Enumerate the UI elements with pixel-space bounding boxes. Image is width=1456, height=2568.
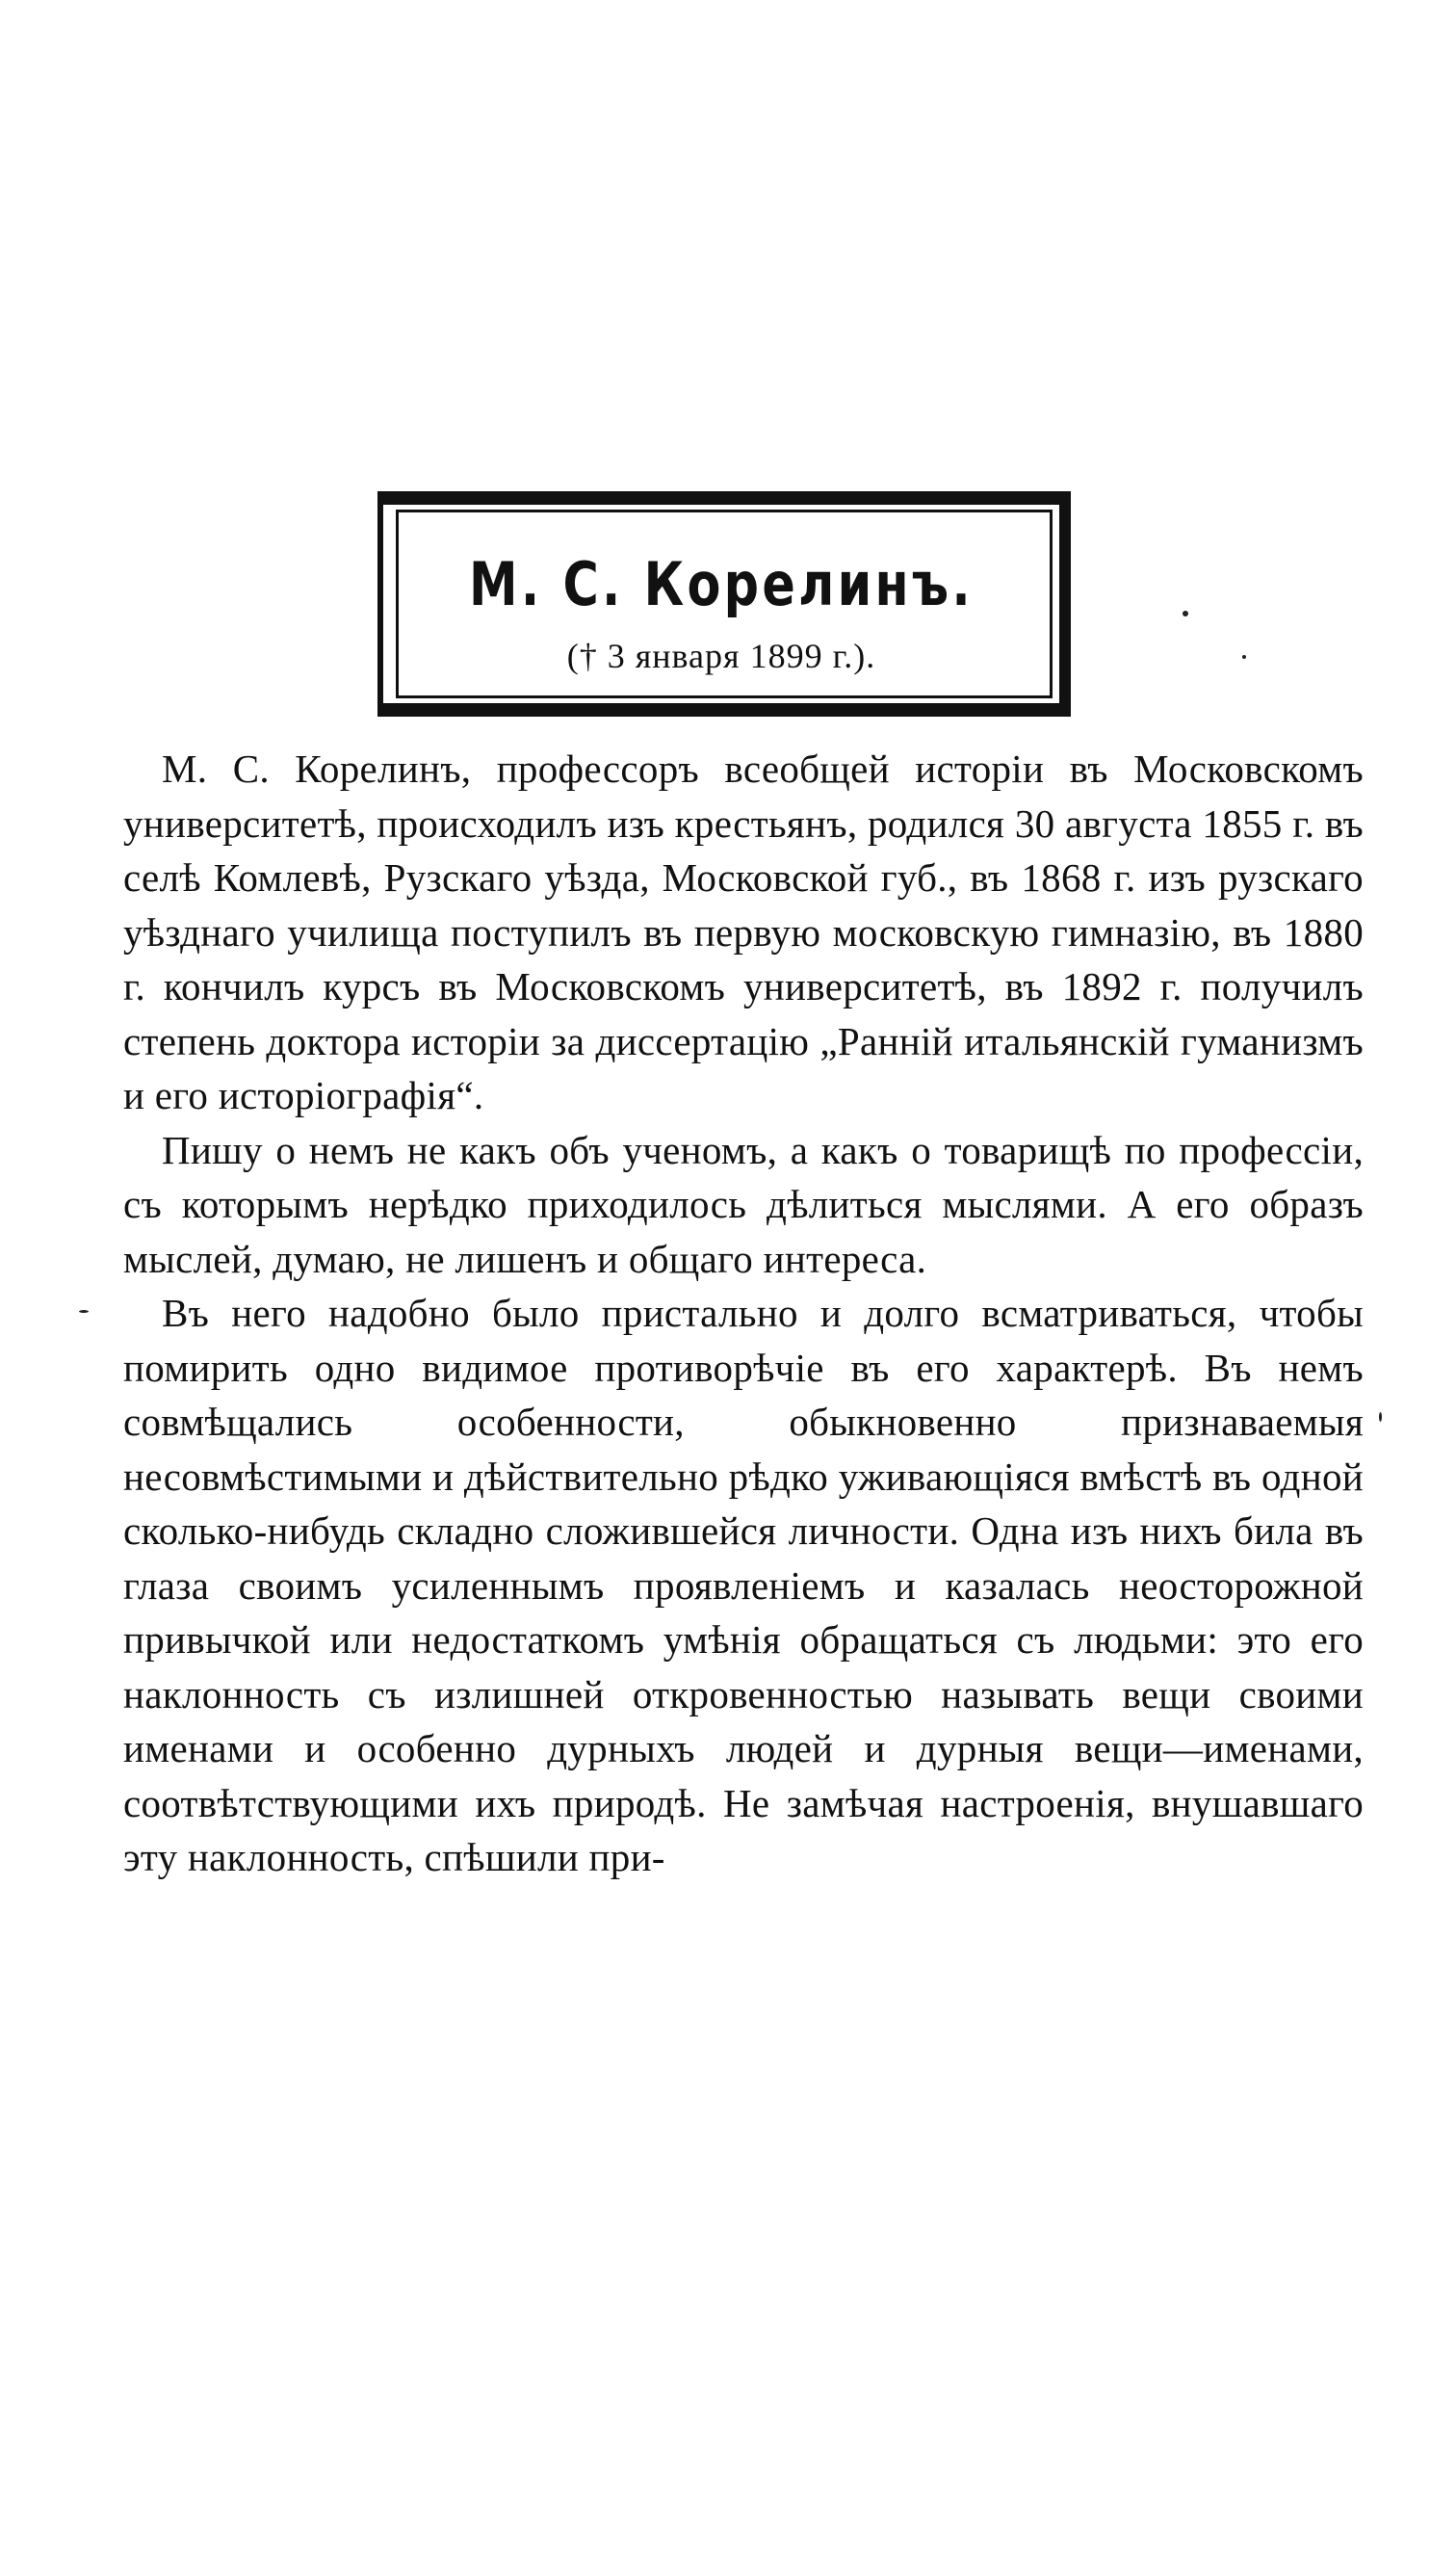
scan-speck [1379, 1412, 1382, 1422]
page-title: М. С. Корелинъ. [468, 549, 974, 619]
article-body [123, 742, 1364, 1885]
paragraph-biography: М. С. Корелинъ, профессоръ всеобщей исторіи въ Московскомъ университетѣ, происходилъ изъ крестьянъ, родился 30 августа 1855 г. въ селѣ Комлевѣ, Рузскаго уѣзда, Московской губ., въ 1868 г. изъ рузскаго уѣзднаго училища поступилъ въ первую московскую гимназію, въ 1880 г. кончилъ курсъ въ Московскомъ университетѣ, въ 1892 г. получилъ степень доктора исторіи за диссертацію „Ранній итальянскій гуманизмъ и его исторіографія“. [123, 747, 1364, 1117]
title-box [401, 522, 1042, 686]
paragraph-colleague: Пишу о немъ не какъ объ ученомъ, а какъ о товарищѣ по профессіи, съ которымъ нерѣдко приходилось дѣлиться мыслями. А его образъ мыслей, думаю, не лишенъ и общаго интереса. [123, 1127, 1364, 1281]
scan-speck [1183, 611, 1188, 616]
scan-speck [1242, 655, 1246, 659]
title-frame [377, 491, 1071, 717]
death-date-subtitle: († 3 января 1899 г.). [566, 637, 876, 675]
paragraph-character: Въ него надобно было пристально и долго всматриваться, чтобы помирить одно видимое противорѣчіе въ его характерѣ. Въ немъ совмѣщались особенности, обыкновенно признаваемыя несовмѣстимыми и дѣйствительно рѣдко уживающіяся вмѣстѣ въ одной сколько-нибудь складно сложившейся личности. Одна изъ нихъ била въ глаза своимъ усиленнымъ проявленіемъ и казалась неосторожной привычкой или недостаткомъ умѣнія обращаться съ людьми: это его наклонность съ излишней откровенностью называть вещи своими именами и особенно дурныхъ людей и дурныя вещи—именами, соотвѣтствующими ихъ природѣ. Не замѣчая настроенія, внушавшаго эту наклонность, спѣшили при- [123, 1291, 1364, 1879]
scan-speck [79, 1310, 89, 1313]
